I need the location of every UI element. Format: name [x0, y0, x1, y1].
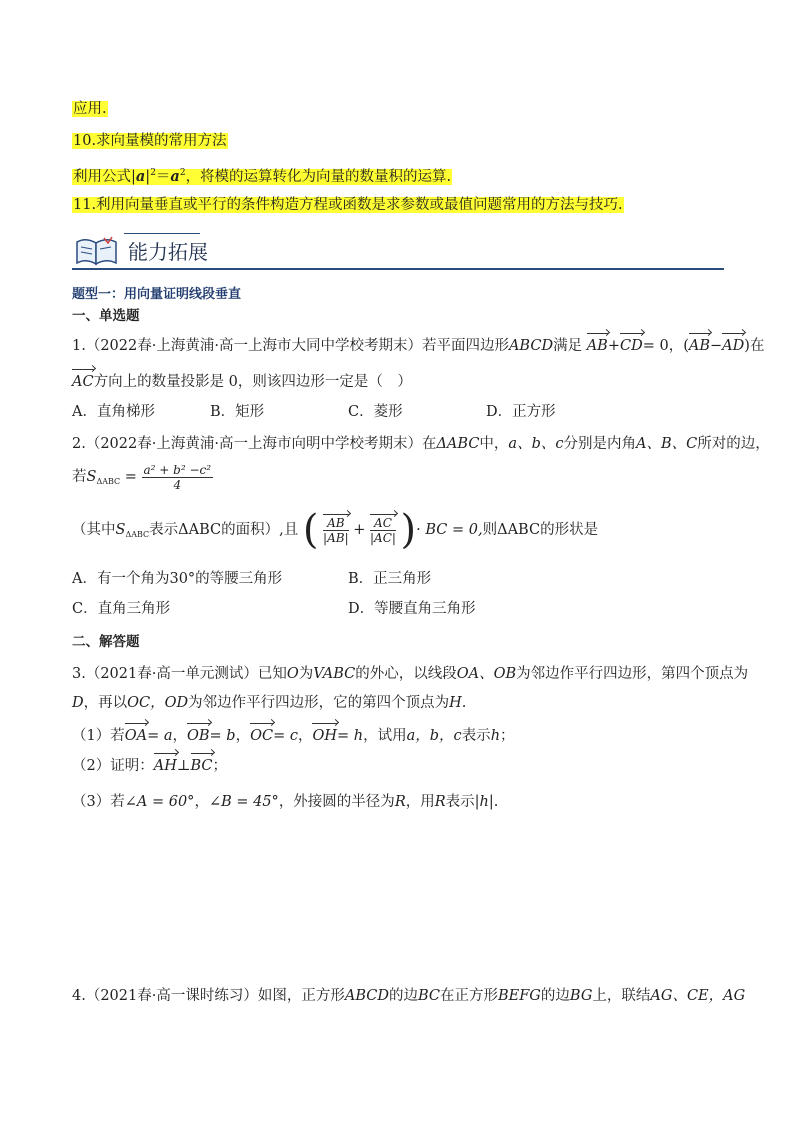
question-3-part-3: （3）若∠A = 60°，∠B = 45°，外接圆的半径为R，用R表示|h|. — [72, 794, 499, 810]
unit-vector-ac: $\frac{AC}{|AC|}$ — [370, 515, 396, 545]
question-2-line-1: 2.（2022春·上海黄浦·高一上海市向明中学校考期末）在ΔABC中，a、b、c分别是内角A、B、C所对的边， — [72, 436, 770, 452]
unit-vector-ab: $\frac{AB}{|AB|}$ — [323, 515, 349, 545]
question-2-line-2: 若$S_{\Delta ABC}$ = $\frac{\text{a² + b² −c²}}{4}$ — [72, 462, 212, 492]
q2-option-b[interactable]: B．正三角形 — [348, 571, 432, 587]
question-3-part-2: （2）证明：AH⊥BC； — [72, 755, 227, 777]
question-3-line-1: 3.（2021春·高一单元测试）已知O为VABC的外心，以线段OA、OB为邻边作平行四边形，第四个顶点为 — [72, 666, 749, 682]
q2-option-c[interactable]: C．直角三角形 — [72, 601, 171, 617]
section-title: 能力拓展 — [128, 240, 208, 264]
type-label: 题型一：用向量证明线段垂直 — [72, 287, 242, 302]
question-2-line-3: （其中$S_{\Delta ABC}$表示ΔABC的面积）,且 ( $\frac{AB}{|AB|}$ + $\frac{AC}{|AC|}$ )· BC = 0,则ΔABC的形状是 — [72, 507, 599, 553]
book-icon — [74, 234, 120, 266]
intro-formula: 利用公式$|a|^2=a^2$，将模的运算转化为向量的数量积的运算. — [73, 168, 452, 185]
part-1-label: 一、单选题 — [72, 308, 140, 324]
question-1-line-1: 1.（2022春·上海黄浦·高一上海市大同中学校考期末）若平面四边形ABCD满足 AB+CD= 0，(AB−AD)在 — [72, 335, 764, 357]
q1-option-a[interactable]: A．直角梯形 — [72, 404, 155, 420]
q1-option-c[interactable]: C．菱形 — [348, 404, 403, 420]
q1-option-d[interactable]: D．正方形 — [486, 404, 556, 420]
question-1-line-2: AC方向上的数量投影是 0，则该四边形一定是（ ） — [72, 371, 412, 393]
q2-option-a[interactable]: A．有一个角为30°的等腰三角形 — [72, 571, 283, 587]
q2-option-d[interactable]: D．等腰直角三角形 — [348, 601, 476, 617]
part-2-label: 二、解答题 — [72, 634, 140, 650]
intro-line-1: 应用. — [73, 101, 107, 117]
question-4-line-1: 4.（2021春·高一课时练习）如图，正方形ABCD的边BC在正方形BEFG的边BG上，联结AG、CE，AG — [72, 988, 746, 1004]
section-header — [72, 230, 724, 270]
intro-item-10: 10.求向量模的常用方法 — [73, 133, 227, 149]
area-fraction: $\frac{\text{a² + b² −c²}}{4}$ — [143, 462, 212, 492]
question-3-part-1: （1）若OA= a，OB= b，OC= c，OH= h，试用a，b，c表示h； — [72, 725, 515, 747]
q1-option-b[interactable]: B．矩形 — [210, 404, 265, 420]
intro-item-11: 11.利用向量垂直或平行的条件构造方程或函数是求参数或最值问题常用的方法与技巧. — [73, 197, 623, 213]
question-3-line-2: D，再以OC，OD为邻边作平行四边形，它的第四个顶点为H. — [72, 695, 467, 711]
